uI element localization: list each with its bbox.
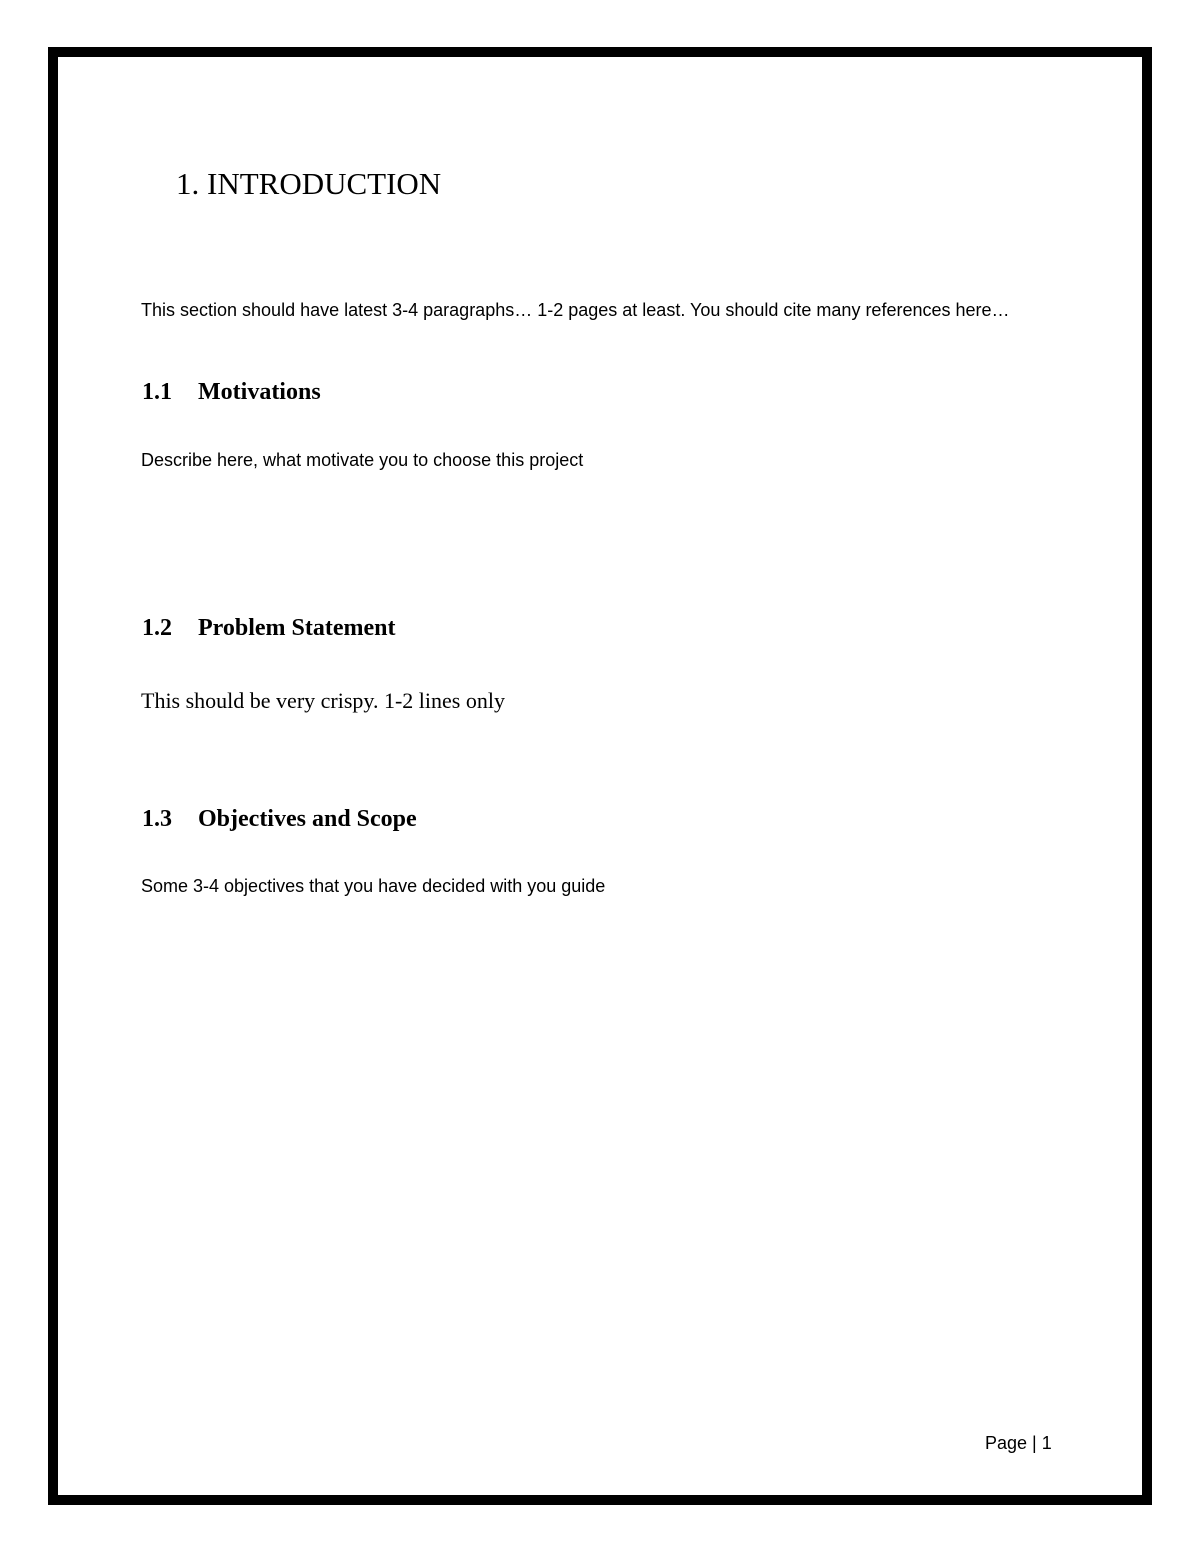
- section-number: 1.2: [142, 615, 172, 641]
- intro-paragraph: This section should have latest 3-4 paragraphs… 1-2 pages at least. You should cite many references here…: [141, 300, 1010, 320]
- section-heading-motivations: [142, 379, 321, 406]
- section-heading-objectives-scope: [142, 806, 417, 833]
- section-title: Motivations: [198, 379, 321, 405]
- section-title: Objectives and Scope: [198, 806, 417, 832]
- objectives-body: Some 3-4 objectives that you have decided with you guide: [141, 876, 606, 896]
- motivations-body: Describe here, what motivate you to choose this project: [141, 450, 584, 470]
- page-number-footer: Page | 1: [985, 1433, 1052, 1453]
- section-heading-problem-statement: [142, 615, 396, 642]
- section-title: Problem Statement: [198, 615, 396, 641]
- section-number: 1.3: [142, 806, 172, 832]
- section-number: 1.1: [142, 379, 172, 405]
- problem-statement-body: This should be very crispy. 1-2 lines only: [141, 688, 505, 713]
- page-border: [48, 47, 1152, 1505]
- chapter-heading: 1. INTRODUCTION: [176, 166, 442, 201]
